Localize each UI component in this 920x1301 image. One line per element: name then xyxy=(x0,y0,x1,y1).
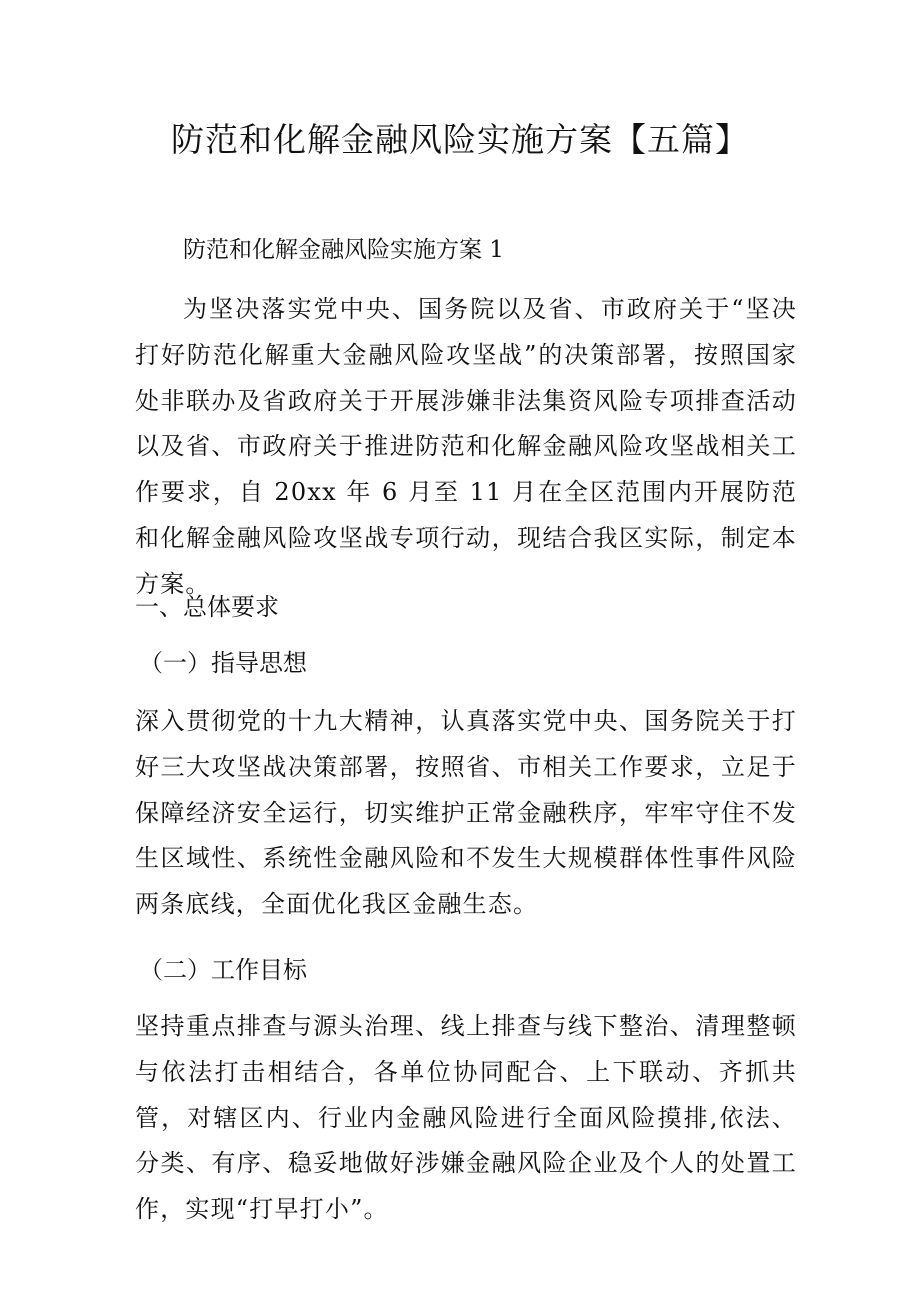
intro-paragraph: 为坚决落实党中央、国务院以及省、市政府关于“坚决打好防范化解重大金融风险攻坚战”的决策部署，按照国家处非联办及省政府关于开展涉嫌非法集资风险专项排查活动以及省、市政府关于推进防范和化解金融风险攻坚战相关工作要求，自 20xx 年 6 月至 11 月在全区范围内开展防范和化解金融风险攻坚战专项行动，现结合我区实际，制定本方案。 xyxy=(135,295,797,598)
section-heading-general-requirements: 一、总体要求 xyxy=(135,593,279,621)
document-title: 防范和化解金融风险实施方案【五篇】 xyxy=(171,120,749,159)
work-goals-paragraph: 坚持重点排查与源头治理、线上排查与线下整治、清理整顿与依法打击相结合，各单位协同配合、上下联动、齐抓共管，对辖区内、行业内金融风险进行全面风险摸排,依法、分类、有序、稳妥地做好涉嫌金融风险企业及个人的处置工作，实现“打早打小”。 xyxy=(135,1012,797,1224)
guiding-ideology-paragraph: 深入贯彻党的十九大精神，认真落实党中央、国务院关于打好三大攻坚战决策部署，按照省、市相关工作要求，立足于保障经济安全运行，切实维护正常金融秩序，牢牢守住不发生区域性、系统性金融风险和不发生大规模群体性事件风险两条底线，全面优化我区金融生态。 xyxy=(135,707,797,919)
plan-subtitle: 防范和化解金融风险实施方案 1 xyxy=(183,237,504,263)
subsection-heading-work-goals: （二）工作目标 xyxy=(139,956,307,984)
subsection-heading-guiding-ideology: （一）指导思想 xyxy=(139,649,307,677)
